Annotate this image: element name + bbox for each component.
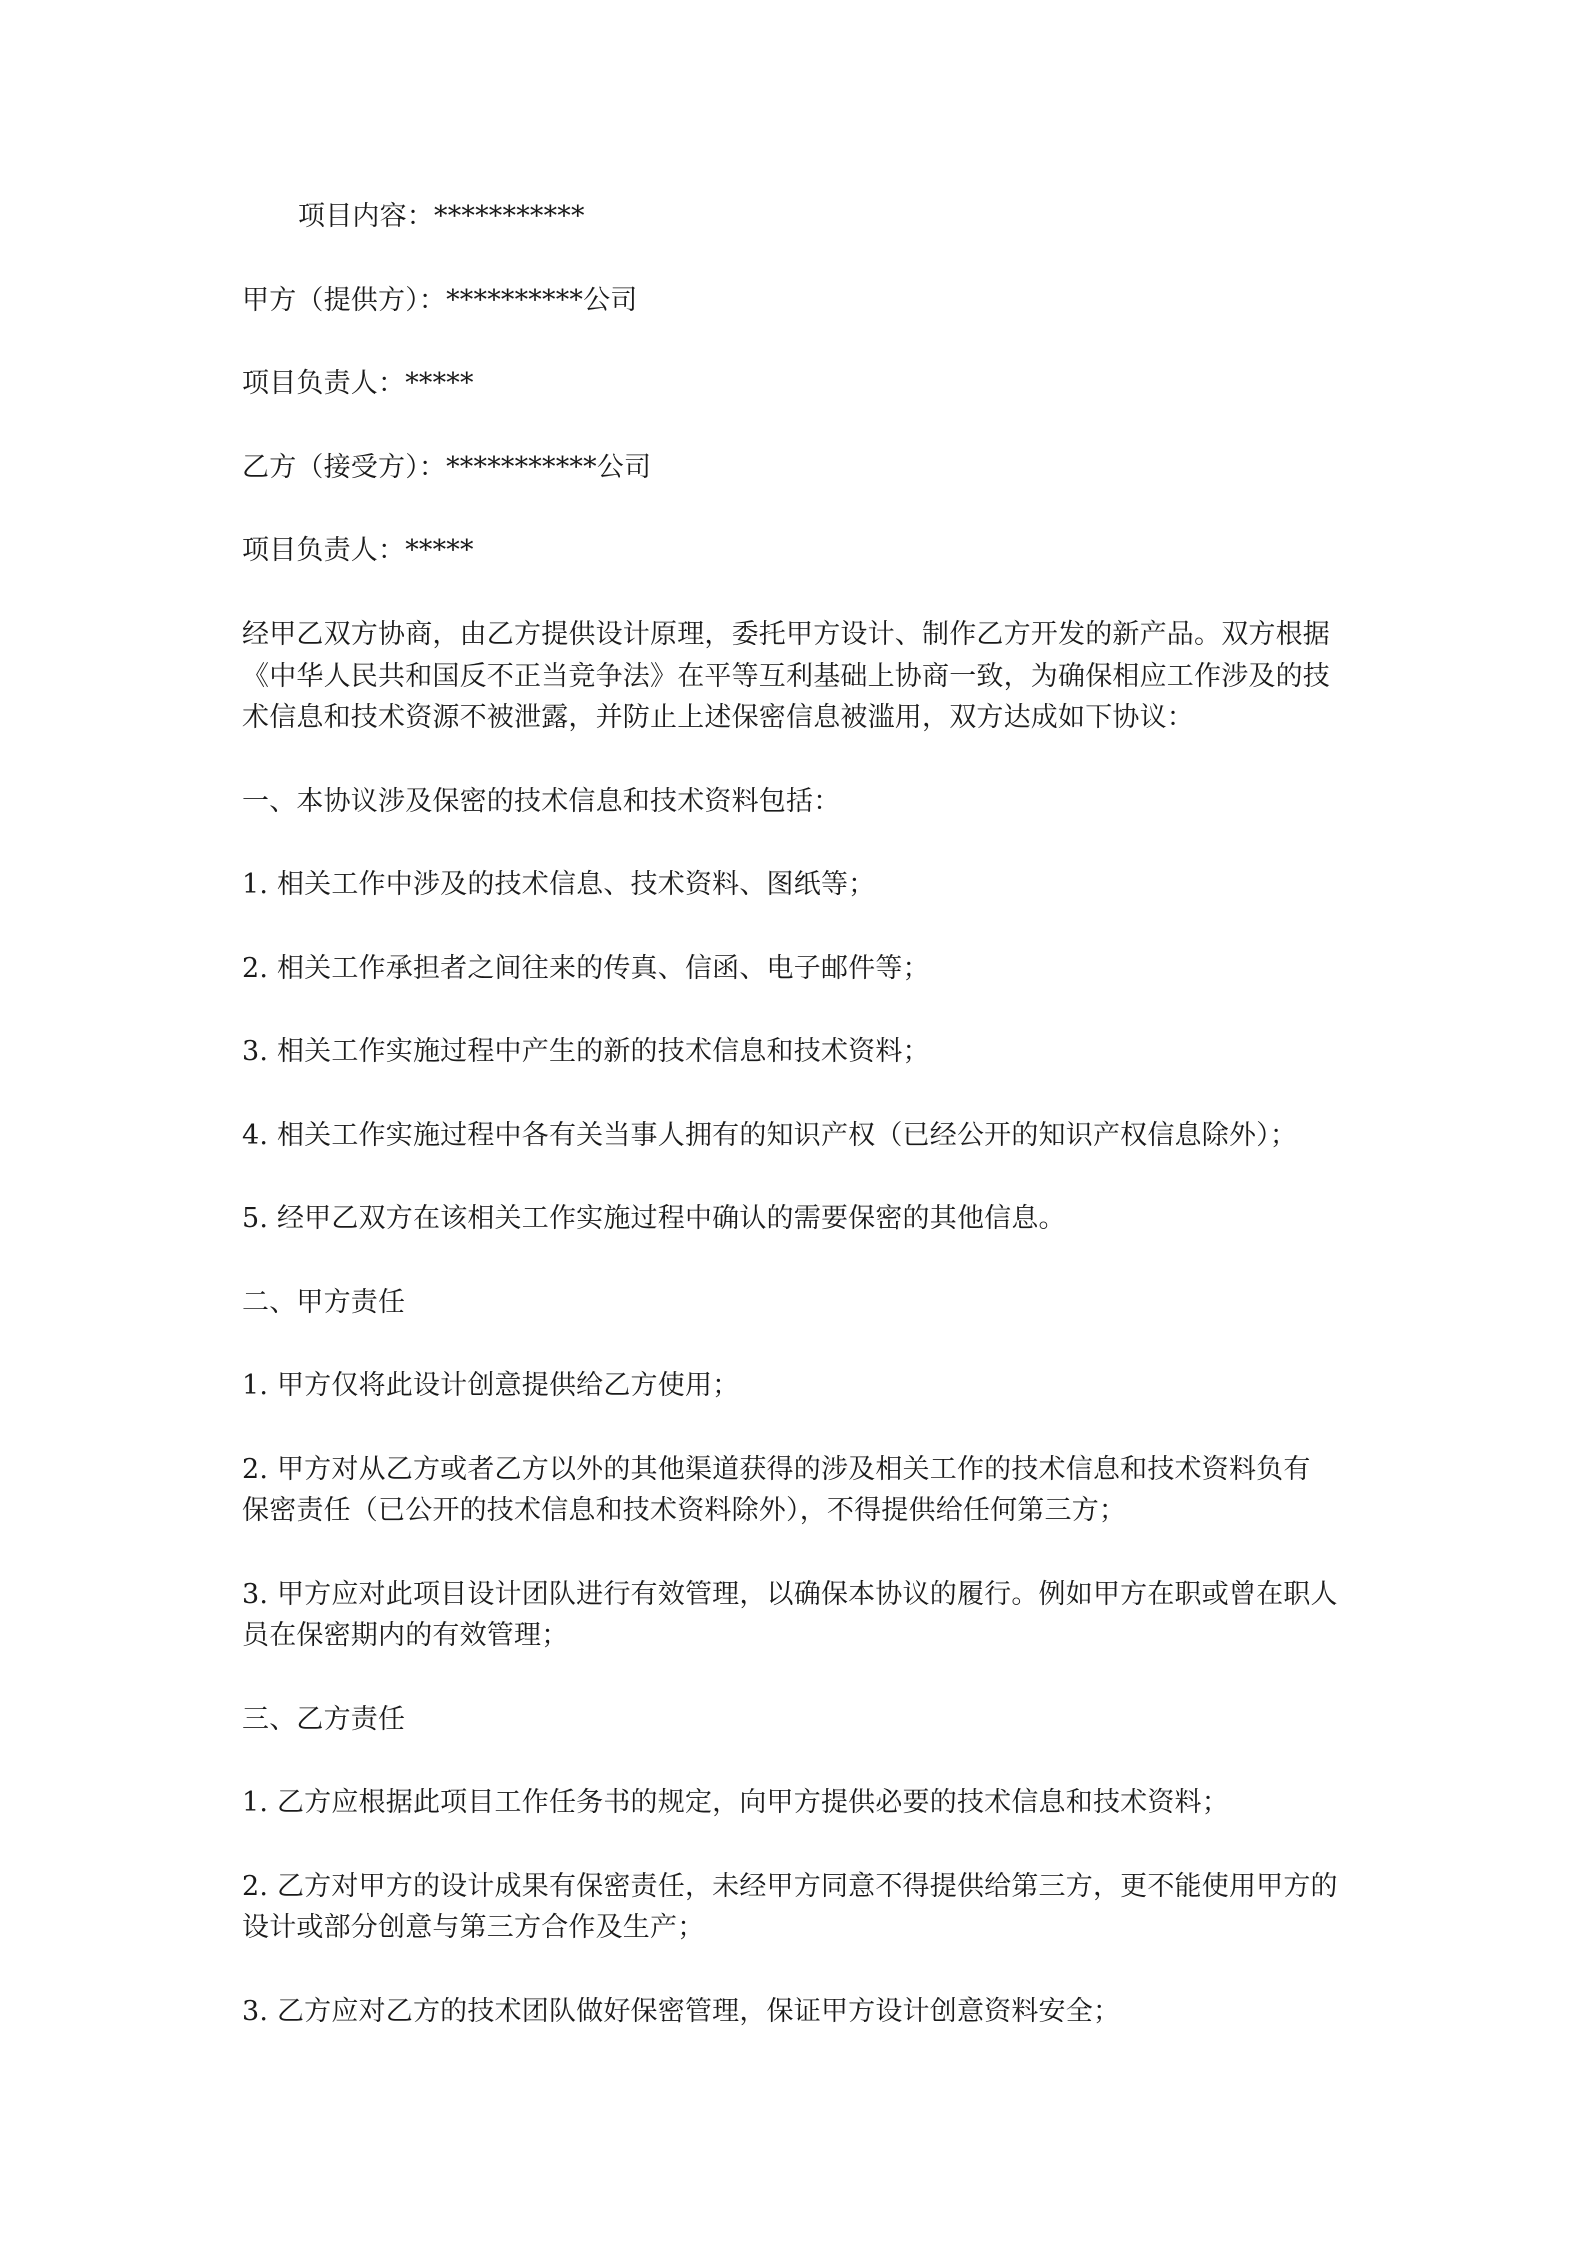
intro-line-3: 术信息和技术资源不被泄露，并防止上述保密信息被滥用，双方达成如下协议： — [242, 702, 1194, 733]
section3-item-3: 3. 乙方应对乙方的技术团队做好保密管理，保证甲方设计创意资料安全； — [242, 1996, 1121, 2027]
section3-heading: 三、乙方责任 — [242, 1704, 406, 1735]
party-b-line: 乙方（接受方）：***********公司 — [242, 452, 652, 483]
section2-item-3-line-2: 员在保密期内的有效管理； — [242, 1620, 569, 1651]
intro-line-2: 《中华人民共和国反不正当竞争法》在平等互利基础上协商一致，为确保相应工作涉及的技 — [242, 661, 1330, 692]
section3-item-2-line-2: 设计或部分创意与第三方合作及生产； — [242, 1912, 705, 1943]
section3-item-1: 1. 乙方应根据此项目工作任务书的规定，向甲方提供必要的技术信息和技术资料； — [242, 1787, 1229, 1818]
party-a-manager-line: 项目负责人：***** — [242, 368, 474, 399]
section2-item-2-line-1: 2. 甲方对从乙方或者乙方以外的其他渠道获得的涉及相关工作的技术信息和技术资料负有 — [242, 1454, 1311, 1485]
section2-item-2-line-2: 保密责任（已公开的技术信息和技术资料除外），不得提供给任何第三方； — [242, 1495, 1127, 1526]
section2-item-1: 1. 甲方仅将此设计创意提供给乙方使用； — [242, 1370, 740, 1401]
section1-heading: 一、本协议涉及保密的技术信息和技术资料包括： — [242, 786, 841, 817]
project-content-line: 项目内容：*********** — [298, 201, 585, 232]
section1-item-4: 4. 相关工作实施过程中各有关当事人拥有的知识产权（已经公开的知识产权信息除外）； — [242, 1120, 1298, 1151]
section1-item-1: 1. 相关工作中涉及的技术信息、技术资料、图纸等； — [242, 869, 876, 900]
section1-item-2: 2. 相关工作承担者之间往来的传真、信函、电子邮件等； — [242, 953, 930, 984]
section2-heading: 二、甲方责任 — [242, 1287, 406, 1318]
party-b-manager-line: 项目负责人：***** — [242, 535, 474, 566]
party-a-line: 甲方（提供方）：**********公司 — [242, 285, 638, 316]
section1-item-5: 5. 经甲乙双方在该相关工作实施过程中确认的需要保密的其他信息。 — [242, 1203, 1066, 1234]
intro-line-1: 经甲乙双方协商，由乙方提供设计原理，委托甲方设计、制作乙方开发的新产品。双方根据 — [242, 619, 1330, 650]
section1-item-3: 3. 相关工作实施过程中产生的新的技术信息和技术资料； — [242, 1036, 930, 1067]
section2-item-3-line-1: 3. 甲方应对此项目设计团队进行有效管理，以确保本协议的履行。例如甲方在职或曾在职人 — [242, 1579, 1338, 1610]
section3-item-2-line-1: 2. 乙方对甲方的设计成果有保密责任，未经甲方同意不得提供给第三方，更不能使用甲方的 — [242, 1871, 1338, 1902]
